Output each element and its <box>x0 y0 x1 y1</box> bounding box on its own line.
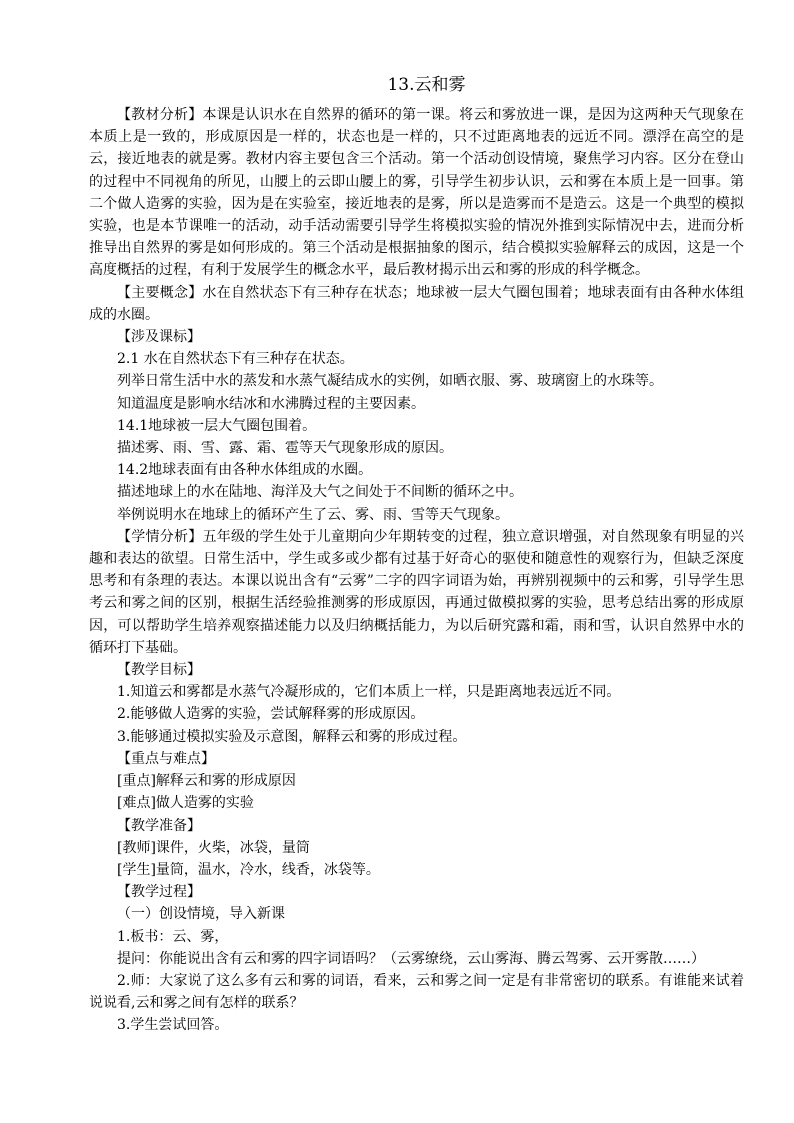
paragraph: 【学情分析】五年级的学生处于儿童期向少年期转变的过程，独立意识增强，对自然现象有明显的兴趣和表达的欲望。日常生活中，学生或多或少都有过基于好奇心的驱使和随意性的观察行为，但缺乏深度思考和有条理的表达。本课以说出含有“云雾”二字的四字词语为始，再辨别视频中的云和雾，引导学生思考云和雾之间的区别，根据生活经验推测雾的形成原因，再通过做模拟雾的实验，思考总结出雾的形成原因，可以帮助学生培养观察描述能力以及归纳概括能力，为以后研究露和霜，雨和雪，认识自然界中水的循环打下基础。 <box>89 528 744 656</box>
paragraph: 2.师：大家说了这么多有云和雾的词语，看来，云和雾之间一定是有非常密切的联系。有谁能来试着说说看,云和雾之间有怎样的联系？ <box>89 972 744 1012</box>
paragraph: [难点]做人造雾的实验 <box>117 795 254 812</box>
paragraph: 描述地球上的水在陆地、海洋及大气之间处于不间断的循环之中。 <box>117 484 523 501</box>
paragraph: 提问：你能说出含有云和雾的四字词语吗？（云雾缭绕，云山雾海、腾云驾雾、云开雾散……） <box>117 950 705 967</box>
paragraph: 2.1 水在自然状态下有三种存在状态。 <box>117 351 354 368</box>
paragraph: 1.板书：云、雾， <box>117 928 229 945</box>
paragraph: [重点]解释云和雾的形成原因 <box>117 773 296 790</box>
paragraph: 1.知道云和雾都是水蒸气冷凝形成的，它们本质上一样，只是距离地表远近不同。 <box>117 684 621 701</box>
paragraph: 【教材分析】本课是认识水在自然界的循环的第一课。将云和雾放进一课，是因为这两种天气现象在本质上是一致的，形成原因是一样的，状态也是一样的，只不过距离地表的远近不同。漂浮在高空的是云，接近地表的就是雾。教材内容主要包含三个活动。第一个活动创设情境，聚焦学习内容。区分在登山的过程中不同视角的所见，山腰上的云即山腰上的雾，引导学生初步认识，云和雾在本质上是一回事。第二个做人造雾的实验，因为是在实验室，接近地表的是雾，所以是造雾而不是造云。这是一个典型的模拟实验，也是本节课唯一的活动，动手活动需要引导学生将模拟实验的情况外推到实际情况中去，进而分析推导出自然界的雾是如何形成的。第三个活动是根据抽象的图示，结合模拟实验解释云的成因，这是一个高度概括的过程，有利于发展学生的概念水平，最后教材揭示出云和雾的形成的科学概念。 <box>89 107 744 279</box>
paragraph: 14.2地球表面有由各种水体组成的水圈。 <box>117 462 373 479</box>
paragraph: 举例说明水在地球上的循环产生了云、雾、雨、雪等天气现象。 <box>117 506 509 523</box>
paragraph: 【主要概念】水在自然状态下有三种存在状态；地球被一层大气圈包围着；地球表面有由各种水体组成的水圈。 <box>89 284 744 323</box>
paragraph: [教师]课件，火柴，冰袋，量筒 <box>117 839 310 856</box>
document-body <box>89 104 744 1037</box>
paragraph: 【涉及课标】 <box>117 329 201 346</box>
document-title: 13.云和雾 <box>387 75 466 95</box>
paragraph: 14.1地球被一层大气圈包围着。 <box>117 417 317 434</box>
paragraph: 列举日常生活中水的蒸发和水蒸气凝结成水的实例，如晒衣服、雾、玻璃窗上的水珠等。 <box>117 373 663 390</box>
paragraph: 【重点与难点】 <box>117 750 215 767</box>
paragraph: 【教学目标】 <box>117 662 201 679</box>
paragraph: 知道温度是影响水结冰和水沸腾过程的主要因素。 <box>117 395 425 412</box>
paragraph: 描述雾、雨、雪、露、霜、雹等天气现象形成的原因。 <box>117 440 453 457</box>
paragraph: 【教学过程】 <box>117 884 201 901</box>
paragraph: 3.学生尝试回答。 <box>117 1017 229 1034</box>
paragraph: 2.能够做人造雾的实验，尝试解释雾的形成原因。 <box>117 706 425 723</box>
paragraph: [学生]量筒，温水，冷水，线香，冰袋等。 <box>117 861 380 878</box>
paragraph: 3.能够通过模拟实验及示意图，解释云和雾的形成过程。 <box>117 728 467 745</box>
paragraph: （一）创设情境，导入新课 <box>117 906 285 923</box>
paragraph: 【教学准备】 <box>117 817 201 834</box>
